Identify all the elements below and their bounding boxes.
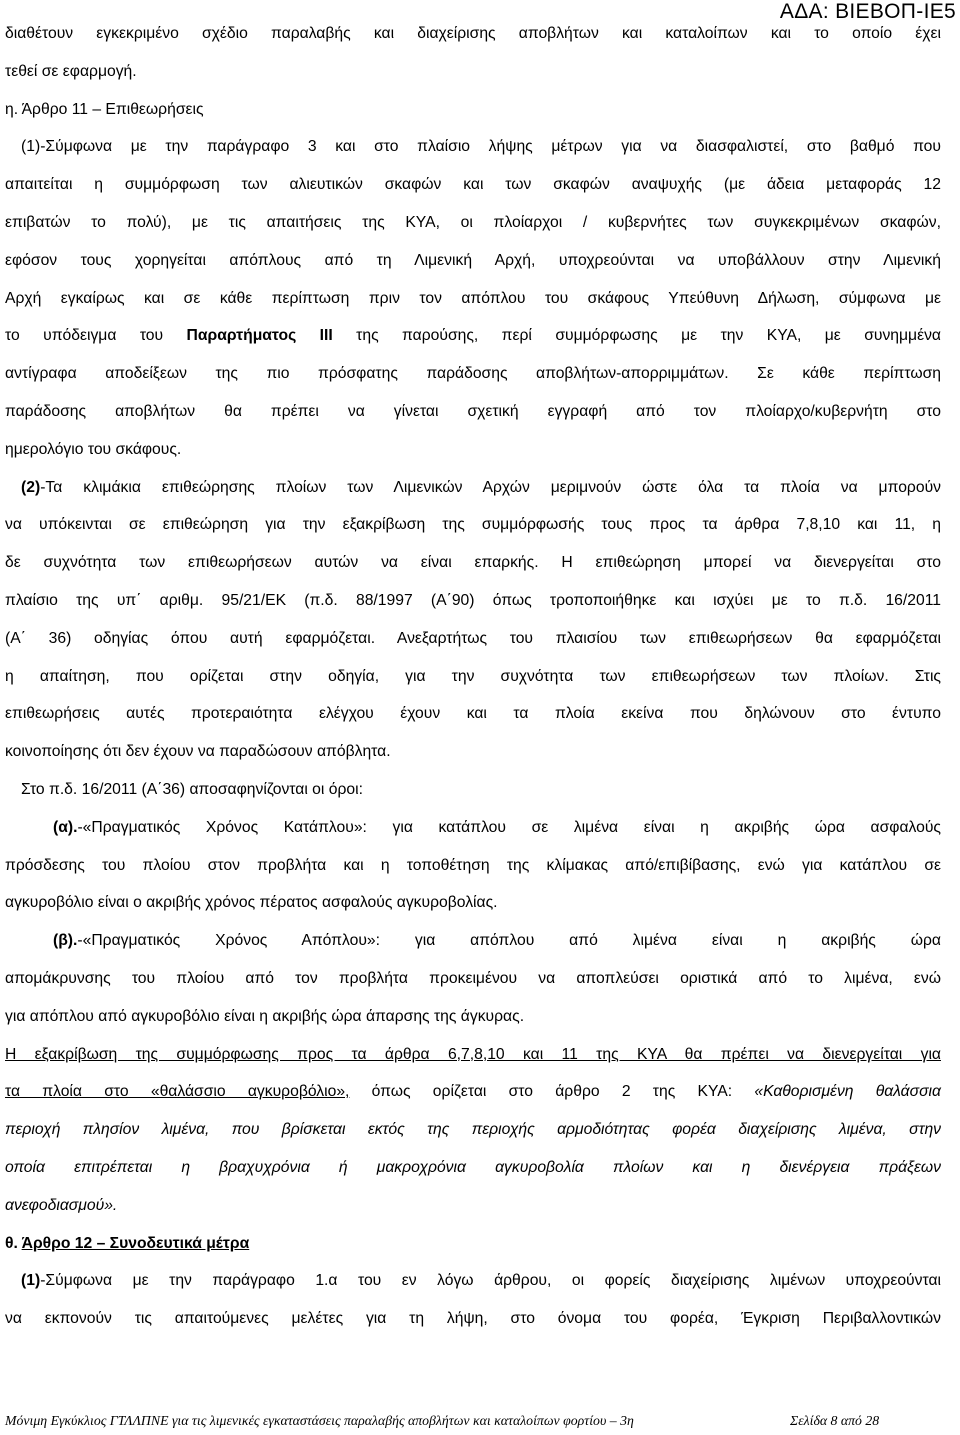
text-line [5, 469, 941, 507]
annex-reference: Παραρτήματος III [186, 327, 333, 345]
text-span: τα πλοία στο «θαλάσσιο αγκυροβόλιο», [5, 1083, 350, 1101]
text-line: αγκυροβόλιο είναι ο ακριβής χρόνος πέρατος ασφαλούς αγκυροβολίας. [5, 894, 498, 912]
article-11-heading: η. Άρθρο 11 – Επιθεωρήσεις [5, 100, 204, 118]
text-span: -«Πραγματικός Χρόνος Απόπλου»: για απόπλου από λιμένα είναι η ακριβής ώρα [77, 932, 941, 950]
text-line: να εκπονούν τις απαιτούμενες μελέτες για τη λήψη, στο όνομα του φορέα, Έγκριση Περιβαλλοντικών [5, 1310, 941, 1328]
text-line [5, 128, 941, 166]
text-line [5, 1262, 941, 1300]
article-12-heading [5, 1225, 941, 1263]
page-number: Σελίδα 8 από 28 [790, 1413, 880, 1428]
text-line: για απόπλου από αγκυροβόλιο είναι η ακριβής ώρα άπαρσης της άγκυρας. [5, 1007, 525, 1025]
text-line: δε συχνότητα των επιθεωρήσεων αυτών να είναι επαρκής. Η επιθεώρηση μπορεί να διενεργείται στο [5, 554, 941, 572]
text-line: η απαίτηση, που ορίζεται στην οδηγία, για την συχνότητα των επιθεωρήσεων των πλοίων. Στις [5, 667, 941, 685]
item-marker: (β). [53, 932, 78, 950]
heading-title: Άρθρο 12 – Συνοδευτικά μέτρα [21, 1234, 250, 1252]
text-line: πλαίσιο της υπ΄ αριθμ. 95/21/ΕΚ (π.δ. 88/1997 (Α΄90) όπως τροποποιήθηκε και ισχύει με το π.δ. 16/2011 [5, 591, 941, 609]
footer-circular-title: Μόνιμη Εγκύκλιος ΓΤΛΛΠΝΕ για τις λιμενικές εγκαταστάσεις παραλαβής αποβλήτων και καταλοίπων φορτίου – 3η [5, 1413, 634, 1428]
text-line: πρόσδεσης του πλοίου στον προβλήτα και η τοποθέτηση της κλίμακας από/επιβίβασης, ενώ για κατάπλου σε [5, 856, 941, 874]
page-footer [5, 1412, 905, 1430]
document-body [5, 15, 941, 1338]
text-line: τεθεί σε εφαρμογή. [5, 62, 137, 80]
text-line [5, 317, 941, 355]
text-line [5, 809, 941, 847]
text-line: (Α΄ 36) οδηγίας όπου αυτή εφαρμόζεται. Ανεξαρτήτως του πλαισίου των επιθεωρήσεων θα εφαρμόζεται [5, 629, 941, 647]
text-span: -«Πραγματικός Χρόνος Κατάπλου»: για κατάπλου σε λιμένα είναι η ακριβής ώρα ασφαλούς [77, 818, 941, 836]
text-line: ανεφοδιασμού». [5, 1196, 118, 1214]
text-line: διαθέτουν εγκεκριμένο σχέδιο παραλαβής και διαχείρισης αποβλήτων και καταλοίπων και το οποίο έχει [5, 25, 941, 42]
text-line [5, 922, 941, 960]
text-line: Η εξακρίβωση της συμμόρφωσης προς τα άρθρα 6,7,8,10 και 11 της ΚΥΑ θα πρέπει να διενεργείται για [5, 1045, 941, 1063]
text-span: της παρούσης, περί συμμόρφωσης με την ΚΥΑ, με συνημμένα [332, 327, 942, 345]
definition-text: «Καθορισμένη θαλάσσια [754, 1083, 941, 1101]
text-line: επιβατών το πολύ), με τις απαιτήσεις της ΚΥΑ, οι πλοίαρχοι / κυβερνήτες των συγκεκριμένων σκαφών, [5, 213, 941, 231]
text-line [5, 1073, 941, 1111]
text-span: -Σύμφωνα με την παράγραφο 1.α του εν λόγω άρθρου, οι φορείς διαχείρισης λιμένων υποχρεούνται [40, 1272, 941, 1290]
heading-prefix: θ. [5, 1234, 22, 1252]
paragraph-marker: (1) [21, 138, 41, 156]
document-code: ΑΔΑ: ΒΙΕΒΟΠ-ΙΕ5 [779, 0, 956, 23]
text-line: περιοχή πλησίον λιμένα, που βρίσκεται εκτός της περιοχής αρμοδιότητας φορέα διαχείρισης λιμένα, στην [5, 1121, 941, 1139]
text-line: απομάκρυνσης του πλοίου από τον προβλήτα προκειμένου να αποπλεύσει οριστικά από το λιμένα, ενώ [5, 969, 941, 987]
text-line: ημερολόγιο του σκάφους. [5, 440, 182, 458]
text-line: παράδοσης αποβλήτων θα πρέπει να γίνεται σχετική εγγραφή από τον πλοίαρχο/κυβερνήτη στο [5, 402, 941, 420]
text-line: αντίγραφα αποδείξεων της πιο πρόσφατης παράδοσης αποβλήτων-απορριμμάτων. Σε κάθε περίπτωση [5, 365, 941, 383]
text-line: Στο π.δ. 16/2011 (Α΄36) αποσαφηνίζονται οι όροι: [21, 780, 363, 798]
text-line: Αρχή εγκαίρως και σε κάθε περίπτωση πριν τον απόπλου του σκάφους Υπεύθυνη Δήλωση, σύμφωνα με [5, 289, 941, 307]
text-line: επιθεωρήσεις αυτές προτεραιότητα ελέγχου έχουν και τα πλοία εκείνα που δηλώνουν στο έντυπο [5, 705, 941, 723]
text-span: -Τα κλιμάκια επιθεώρησης πλοίων των Λιμενικών Αρχών μεριμνούν ώστε όλα τα πλοία να μπορούν [40, 478, 941, 496]
text-span: όπως ορίζεται στο άρθρο 2 της ΚΥΑ: [349, 1083, 755, 1101]
text-span: το υπόδειγμα του [5, 327, 187, 345]
text-line: οποία επιτρέπεται η βραχυχρόνια ή μακροχρόνια αγκυροβολία πλοίων και η διενέργεια πράξεων [5, 1158, 941, 1176]
text-span: -Σύμφωνα με την παράγραφο 3 και στο πλαίσιο λήψης μέτρων για να διασφαλιστεί, στο βαθμό που [40, 138, 941, 156]
text-line: να υπόκεινται σε επιθεώρηση για την εξακρίβωση της συμμόρφωσής τους προς τα άρθρα 7,8,10 και 11, η [5, 516, 941, 534]
text-line: κοινοποίησης ότι δεν έχουν να παραδώσουν απόβλητα. [5, 743, 391, 761]
paragraph-marker: (2) [21, 478, 41, 496]
text-line: εφόσον τους χορηγείται απόπλους από τη Λιμενική Αρχή, υποχρεούνται να υποβάλλουν στην Λιμενική [5, 251, 941, 269]
item-marker: (α). [53, 818, 78, 836]
paragraph-marker: (1) [21, 1272, 41, 1290]
text-line: απαιτείται η συμμόρφωση των αλιευτικών σκαφών και των σκαφών αναψυχής (με άδεια μεταφοράς 12 [5, 176, 941, 194]
